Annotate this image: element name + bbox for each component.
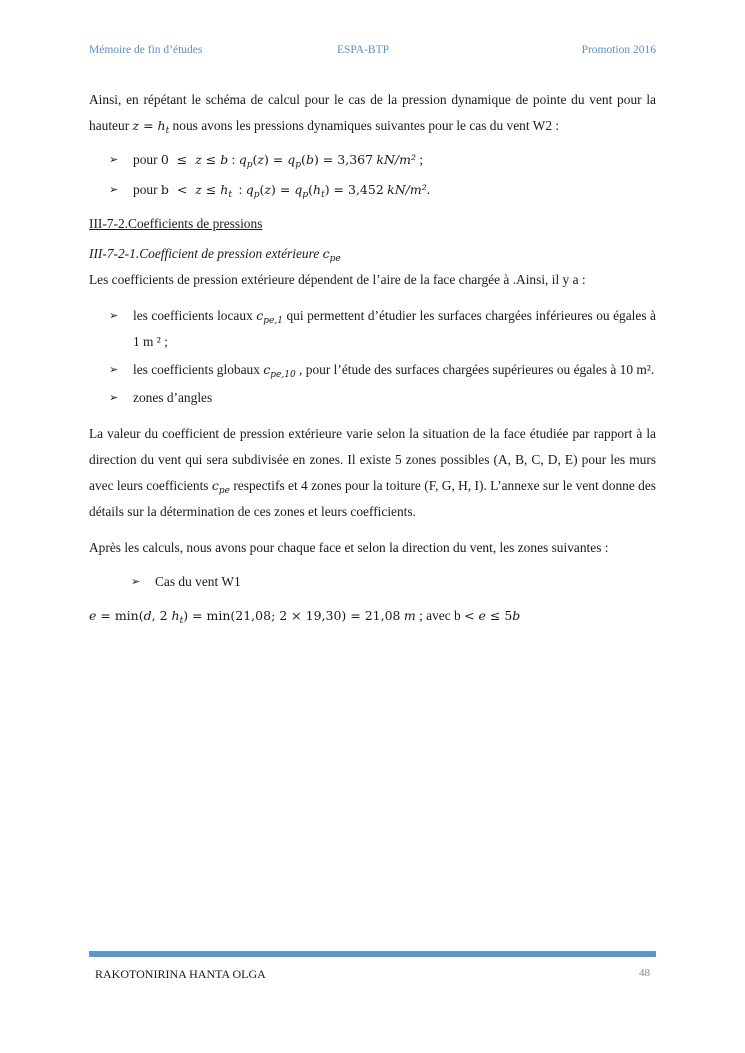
- arrow-bullet-icon: ➢: [109, 310, 119, 322]
- arrow-bullet-icon: ➢: [109, 154, 119, 166]
- arrow-bullet-icon: ➢: [109, 364, 119, 376]
- pressure-value-1: 3,367: [337, 152, 374, 167]
- bullet-prefix: pour: [133, 152, 161, 167]
- footer-author: RAKOTONIRINA HANTA OLGA: [95, 967, 266, 981]
- intro-paragraph: Ainsi, en répétant le schéma de calcul pour le cas de la pression dynamique de pointe du vent pour la hauteur $z = h_t$ nous avons les pressions dynamiques suivantes pour le cas du vent W2 :: [89, 92, 656, 136]
- pressure-bullet-2: ➢ pour $b < z \le h_t$ : $q_p(z) = q_p(h_t) = 3,452$ kN/m².: [89, 177, 656, 203]
- subheading-text: III-7-2-1.Coefficient de pression extérieure: [89, 246, 323, 261]
- bullet-suffix: .: [426, 182, 431, 197]
- equation-separator: ; avec b: [415, 608, 465, 623]
- pressure-unit-1: kN/m²: [376, 152, 417, 167]
- section-heading: III-7-2.Coefficients de pressions: [89, 216, 263, 231]
- intro-text-1: Ainsi, en répétant le schéma de calcul pour le cas de la pression dynamique de pointe du vent pour la hauteur: [89, 92, 656, 133]
- footer-bar: [89, 951, 656, 957]
- coefficients-intro: Les coefficients de pression extérieure dépendent de l’aire de la face chargée à .Ainsi, il y a :: [89, 272, 586, 287]
- coef-bullet-global: ➢ les coefficients globaux $c_{pe,10}$ , pour l’étude des surfaces chargées supérieures ou égales à 10 m².: [89, 357, 656, 383]
- case-bullet: [89, 569, 656, 595]
- intro-text-2: nous avons les pressions dynamiques suivantes pour le cas du vent W2 :: [169, 118, 560, 133]
- equation-value: 21,08: [364, 608, 401, 623]
- bullet-suffix: ;: [416, 152, 424, 167]
- arrow-bullet-icon: ➢: [131, 576, 141, 588]
- zones-paragraph: La valeur du coefficient de pression extérieure varie selon la situation de la face étudiée par rapport à la direction du vent qui sera subdivisée en zones. Il existe 5 zones possibles (A, B, C, D, E) pour les murs avec leurs coefficients $c_{pe}$ respectifs et 4 zones pour la toiture (F, G, H, I). L’annexe sur le vent donne des détails sur la détermination de ces zones et leurs coefficients.: [89, 426, 656, 519]
- pressure-unit-2: kN/m²: [387, 182, 427, 197]
- header-left: Mémoire de fin d’études: [89, 44, 203, 56]
- pressure-bullet-1: ➢ pour 0 ≤ z ≤ b : $q_p(z) = q_p(b) = 3,367$ kN/m² ;: [89, 147, 656, 173]
- results-paragraph: Après les calculs, nous avons pour chaque face et selon la direction du vent, les zones suivantes :: [89, 540, 609, 555]
- coef-bullet-angles: [89, 385, 656, 411]
- page-content: [89, 87, 656, 629]
- header-center: ESPA-BTP: [337, 44, 389, 56]
- page-number: 48: [639, 967, 650, 979]
- pressure-value-2: 3,452: [348, 182, 384, 197]
- local-text-1: les coefficients locaux: [133, 308, 257, 323]
- local-text-2: qui permettent d’étudier les surfaces chargées inférieures ou égales à 1 m ² ;: [133, 308, 656, 349]
- arrow-bullet-icon: ➢: [109, 184, 119, 196]
- zones-text-1: La valeur du coefficient de pression extérieure varie selon la situation de la face étudiée par rapport à la direction du vent qui sera subdivisée en zones. Il existe 5 zones possibles (A, B, C, D, E) pour les murs avec leurs coefficients: [89, 426, 656, 493]
- angles-text: zones d’angles: [133, 390, 213, 405]
- equation-inner: min(21,08; 2 × 19,30) =: [206, 608, 365, 623]
- equation-line: e = min(d, 2 $h_t) = \min(21,08$; 2 × 19,30) = 21,08 m ; avec b < e ≤ 5b: [89, 608, 521, 626]
- header-right: Promotion 2016: [581, 44, 656, 56]
- zones-text-2: respectifs et 4 zones pour la toiture (F, G, H, I). L’annexe sur le vent donne des détails sur la détermination de ces zones et leurs coefficients.: [89, 478, 656, 519]
- global-text-1: les coefficients globaux: [133, 362, 264, 377]
- global-text-2: , pour l’étude des surfaces chargées supérieures ou égales à 10 m².: [295, 362, 655, 377]
- coef-bullet-local: ➢ les coefficients locaux $c_{pe,1}$ qui permettent d’étudier les surfaces chargées inférieures ou égales à 1 m ² ;: [89, 303, 656, 355]
- case-text: Cas du vent W1: [155, 574, 241, 589]
- bullet-prefix: pour: [133, 182, 161, 197]
- height-formula: z: [132, 118, 140, 133]
- subsection-heading: III-7-2-1.Coefficient de pression extérieure $c_{pe}$: [89, 246, 341, 264]
- arrow-bullet-icon: ➢: [109, 392, 119, 404]
